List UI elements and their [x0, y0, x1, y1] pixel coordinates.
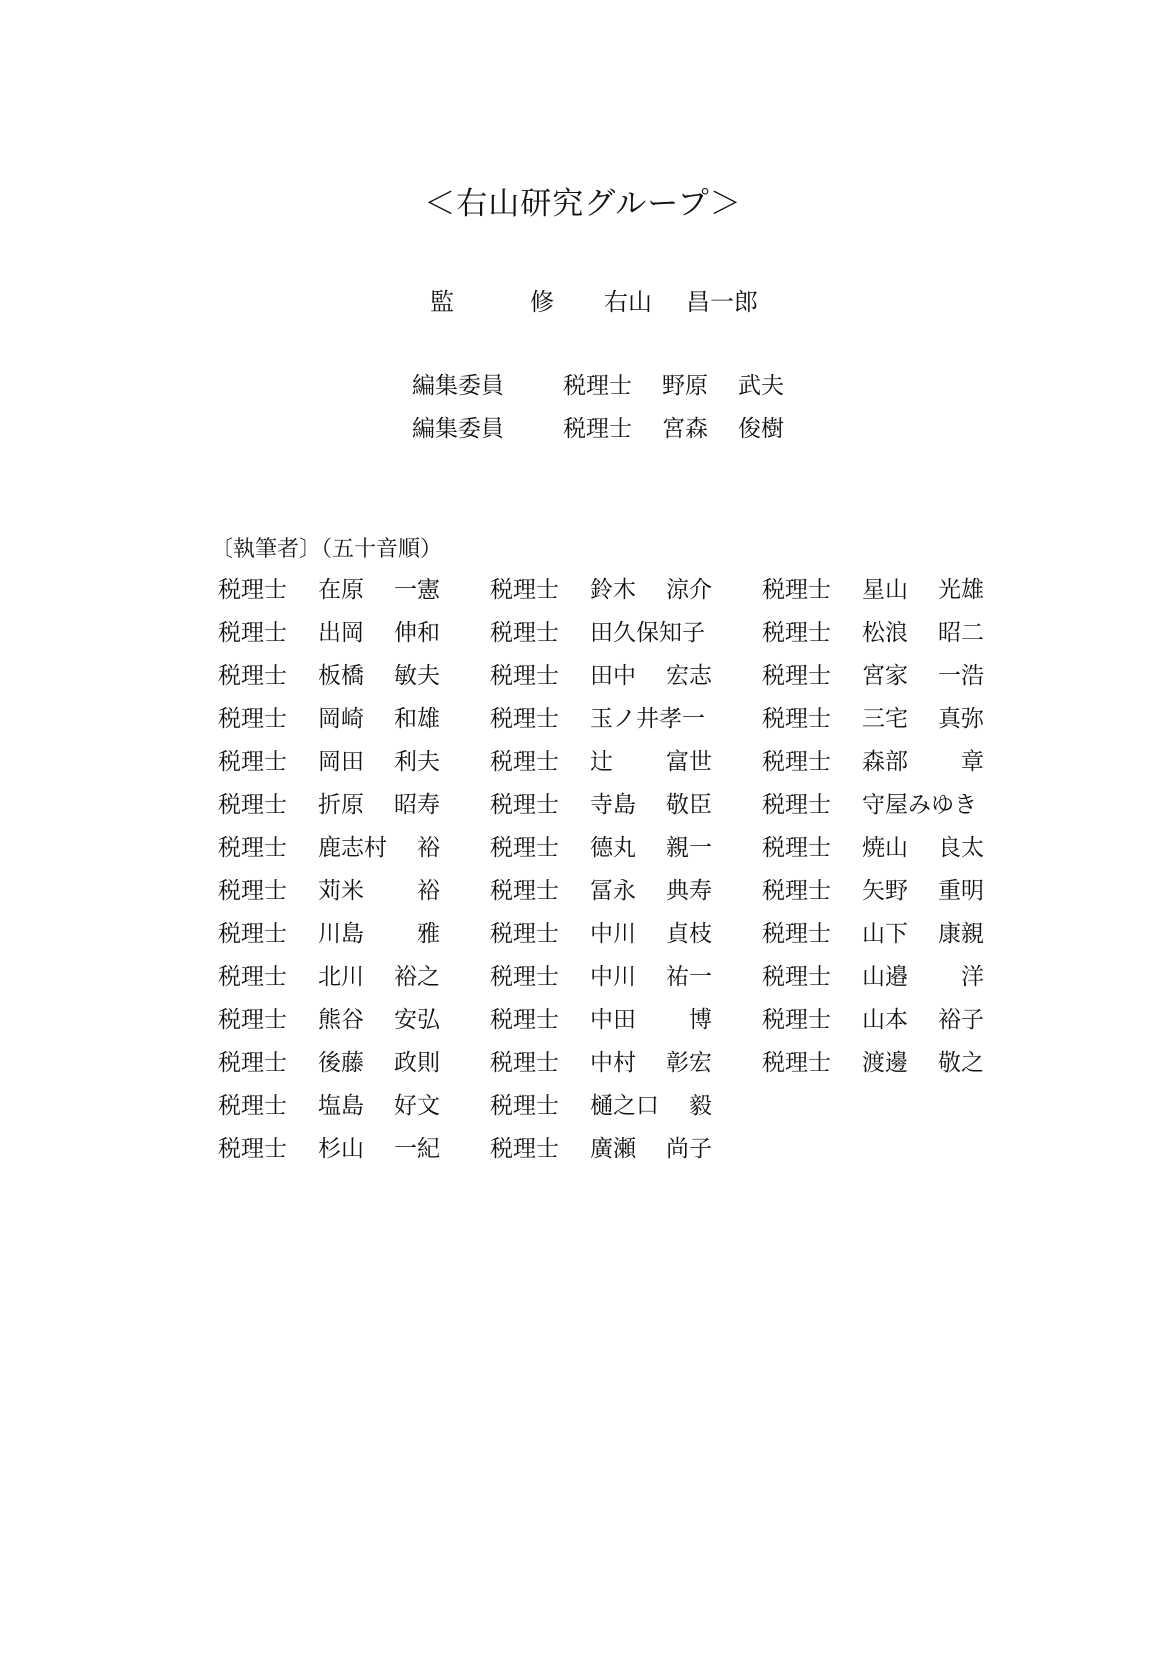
writer-given: 博: [689, 1007, 712, 1033]
writer-title: 税理士: [490, 663, 559, 689]
writer-surname: 廣瀬: [590, 1136, 636, 1162]
writer-entry: [218, 1044, 458, 1087]
supervisor-given: 昌一郎: [686, 288, 758, 316]
writer-surname: 中川: [590, 921, 636, 947]
writer-title: 税理士: [762, 792, 831, 818]
writer-given: 敏夫: [394, 663, 440, 689]
editor-given: 武夫: [738, 373, 784, 399]
writer-surname: 鈴木: [590, 577, 636, 603]
writer-title: 税理士: [490, 706, 559, 732]
writers-column-3: [762, 571, 1002, 1087]
writer-surname: 田久保知子: [590, 620, 705, 646]
writer-entry: [762, 786, 1002, 829]
writer-entry: [218, 743, 458, 786]
writer-given: 涼介: [666, 577, 712, 603]
writer-title: 税理士: [490, 749, 559, 775]
writer-given: 典寿: [666, 878, 712, 904]
writer-entry: [762, 1001, 1002, 1044]
writer-given: 真弥: [938, 706, 984, 732]
writer-given: 彰宏: [666, 1050, 712, 1076]
writer-title: 税理士: [218, 620, 287, 646]
writer-entry: [218, 657, 458, 700]
writer-surname: 松浪: [862, 620, 908, 646]
writer-title: 税理士: [218, 577, 287, 603]
writer-title: 税理士: [218, 835, 287, 861]
writer-title: 税理士: [762, 921, 831, 947]
writer-entry: [218, 1087, 458, 1130]
writer-surname: 塩島: [318, 1093, 364, 1119]
writer-title: 税理士: [762, 878, 831, 904]
writer-title: 税理士: [218, 964, 287, 990]
writer-entry: [218, 872, 458, 915]
writer-entry: [490, 743, 730, 786]
writer-given: 伸和: [394, 620, 440, 646]
writer-given: 祐一: [666, 964, 712, 990]
writer-surname: 寺島: [590, 792, 636, 818]
writer-entry: [218, 571, 458, 614]
writer-entry: [490, 571, 730, 614]
writer-entry: [218, 829, 458, 872]
writer-entry: [218, 958, 458, 1001]
writer-given: 敬之: [938, 1050, 984, 1076]
writer-surname: 在原: [318, 577, 364, 603]
writer-given: 和雄: [394, 706, 440, 732]
writer-entry: [218, 1130, 458, 1173]
writer-title: 税理士: [218, 1050, 287, 1076]
writer-surname: 樋之口: [590, 1093, 659, 1119]
writer-given: 一浩: [938, 663, 984, 689]
writer-title: 税理士: [762, 835, 831, 861]
writer-given: 政則: [394, 1050, 440, 1076]
writer-given: 昭二: [938, 620, 984, 646]
editor-title: 税理士: [563, 416, 632, 442]
writer-surname: 三宅: [862, 706, 908, 732]
writer-surname: 守屋みゆき: [862, 792, 977, 818]
writer-entry: [762, 700, 1002, 743]
editor-surname: 宮森: [662, 416, 708, 442]
writer-entry: [218, 1001, 458, 1044]
writer-surname: 折原: [318, 792, 364, 818]
writer-entry: [218, 786, 458, 829]
writer-given: 章: [961, 749, 984, 775]
writer-given: 富世: [666, 749, 712, 775]
writer-given: 裕子: [938, 1007, 984, 1033]
writer-title: 税理士: [762, 1050, 831, 1076]
writer-title: 税理士: [490, 620, 559, 646]
writer-title: 税理士: [762, 663, 831, 689]
writer-entry: [490, 1001, 730, 1044]
writer-title: 税理士: [218, 706, 287, 732]
writer-surname: 森部: [862, 749, 908, 775]
editor-title: 税理士: [563, 373, 632, 399]
writer-given: 毅: [689, 1093, 712, 1119]
writer-title: 税理士: [490, 1050, 559, 1076]
writer-surname: 冨永: [590, 878, 636, 904]
writer-entry: [762, 614, 1002, 657]
writer-given: 好文: [394, 1093, 440, 1119]
writer-given: 良太: [938, 835, 984, 861]
writer-surname: 鹿志村: [318, 835, 387, 861]
writer-surname: 中川: [590, 964, 636, 990]
writers-column-2: [490, 571, 730, 1173]
writer-title: 税理士: [762, 1007, 831, 1033]
writer-entry: [490, 958, 730, 1001]
writer-given: 洋: [961, 964, 984, 990]
writer-title: 税理士: [490, 835, 559, 861]
writer-surname: 山下: [862, 921, 908, 947]
writer-surname: 田中: [590, 663, 636, 689]
writer-given: 尚子: [666, 1136, 712, 1162]
writer-title: 税理士: [762, 577, 831, 603]
writer-given: 裕: [417, 878, 440, 904]
writer-title: 税理士: [762, 964, 831, 990]
writer-entry: [762, 743, 1002, 786]
writer-entry: [218, 700, 458, 743]
writer-surname: 渡邊: [862, 1050, 908, 1076]
writer-surname: 板橋: [318, 663, 364, 689]
writer-entry: [490, 1087, 730, 1130]
writer-surname: 北川: [318, 964, 364, 990]
writer-surname: 德丸: [590, 835, 636, 861]
writer-given: 宏志: [666, 663, 712, 689]
writer-surname: 中田: [590, 1007, 636, 1033]
writer-title: 税理士: [490, 964, 559, 990]
editor-role: 編集委員: [412, 373, 504, 399]
editor-surname: 野原: [662, 373, 708, 399]
writer-surname: 玉ノ井孝一: [590, 706, 705, 732]
writer-surname: 杉山: [318, 1136, 364, 1162]
writer-title: 税理士: [490, 1007, 559, 1033]
writer-title: 税理士: [218, 1093, 287, 1119]
writer-surname: 山邉: [862, 964, 908, 990]
supervisor-surname: 右山: [604, 288, 652, 316]
writer-title: 税理士: [490, 1136, 559, 1162]
writer-given: 利夫: [394, 749, 440, 775]
writer-given: 貞枝: [666, 921, 712, 947]
writer-surname: 後藤: [318, 1050, 364, 1076]
writer-title: 税理士: [762, 749, 831, 775]
writer-entry: [762, 571, 1002, 614]
writer-title: 税理士: [218, 749, 287, 775]
writer-title: 税理士: [490, 577, 559, 603]
writer-surname: 星山: [862, 577, 908, 603]
writer-given: 裕之: [394, 964, 440, 990]
writer-given: 雅: [417, 921, 440, 947]
writer-entry: [490, 872, 730, 915]
writer-title: 税理士: [218, 921, 287, 947]
writer-surname: 山本: [862, 1007, 908, 1033]
writer-entry: [762, 657, 1002, 700]
writer-surname: 辻: [590, 749, 613, 775]
writer-given: 光雄: [938, 577, 984, 603]
writer-entry: [218, 915, 458, 958]
writer-surname: 岡田: [318, 749, 364, 775]
writer-surname: 苅米: [318, 878, 364, 904]
writer-entry: [490, 1044, 730, 1087]
writer-title: 税理士: [218, 1136, 287, 1162]
writer-given: 一憲: [394, 577, 440, 603]
writer-title: 税理士: [218, 663, 287, 689]
writer-given: 重明: [938, 878, 984, 904]
writer-surname: 出岡: [318, 620, 364, 646]
writer-entry: [218, 614, 458, 657]
writer-surname: 中村: [590, 1050, 636, 1076]
writer-given: 康親: [938, 921, 984, 947]
writers-heading: 〔執筆者〕（五十音順）: [211, 537, 443, 562]
writer-given: 一紀: [394, 1136, 440, 1162]
writer-entry: [762, 915, 1002, 958]
page-title: ＜右山研究グループ＞: [424, 186, 742, 222]
writer-given: 敬臣: [666, 792, 712, 818]
writer-surname: 川島: [318, 921, 364, 947]
writer-surname: 岡崎: [318, 706, 364, 732]
writer-title: 税理士: [762, 706, 831, 732]
writer-given: 昭寿: [394, 792, 440, 818]
writer-title: 税理士: [218, 792, 287, 818]
writer-title: 税理士: [218, 1007, 287, 1033]
writer-entry: [490, 657, 730, 700]
editor-given: 俊樹: [738, 416, 784, 442]
writer-given: 安弘: [394, 1007, 440, 1033]
writer-entry: [762, 872, 1002, 915]
writer-surname: 熊谷: [318, 1007, 364, 1033]
writer-surname: 焼山: [862, 835, 908, 861]
writer-entry: [490, 700, 730, 743]
supervisor-role-char-2: 修: [530, 288, 554, 316]
writer-title: 税理士: [490, 792, 559, 818]
writer-entry: [762, 829, 1002, 872]
writer-entry: [490, 829, 730, 872]
writer-entry: [762, 1044, 1002, 1087]
writer-title: 税理士: [762, 620, 831, 646]
writer-title: 税理士: [490, 1093, 559, 1119]
writer-given: 裕: [417, 835, 440, 861]
writer-surname: 宮家: [862, 663, 908, 689]
writer-entry: [490, 1130, 730, 1173]
writer-entry: [490, 915, 730, 958]
writers-list: [218, 571, 998, 1171]
supervisor-role-char-1: 監: [430, 288, 454, 316]
writer-title: 税理士: [490, 878, 559, 904]
writer-entry: [762, 958, 1002, 1001]
writers-column-1: [218, 571, 458, 1173]
editor-role: 編集委員: [412, 416, 504, 442]
writer-title: 税理士: [218, 878, 287, 904]
writer-surname: 矢野: [862, 878, 908, 904]
writer-entry: [490, 786, 730, 829]
writer-given: 親一: [666, 835, 712, 861]
writer-entry: [490, 614, 730, 657]
writer-title: 税理士: [490, 921, 559, 947]
